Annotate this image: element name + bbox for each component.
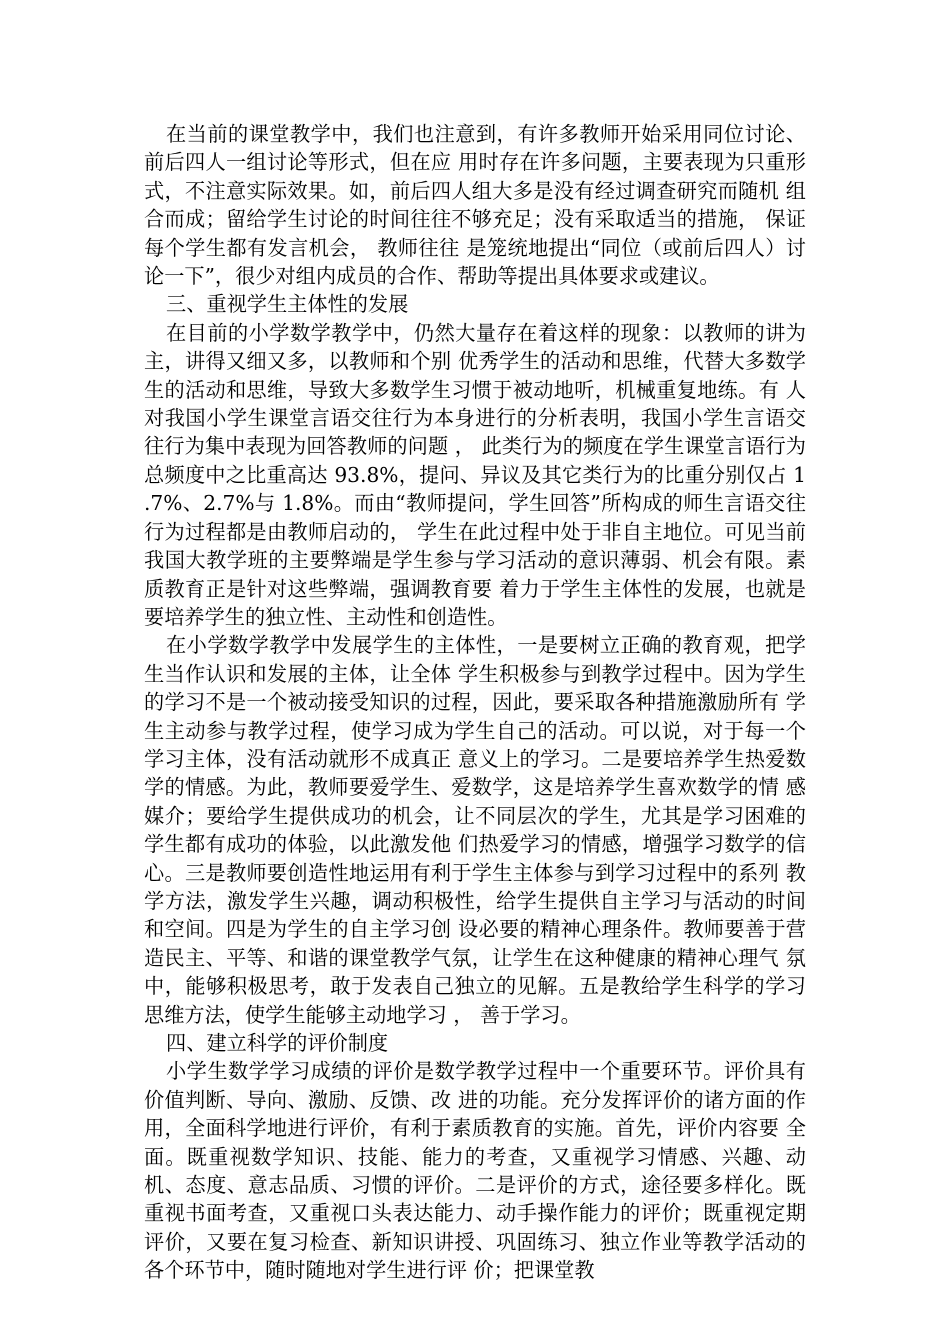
section-heading-student-subjectivity: 三、重视学生主体性的发展 <box>166 292 409 317</box>
paragraph-developing-subjectivity: 在小学数学教学中发展学生的主体性，一是要树立正确的教育观，把学生当作认识和发展的主体，让全体 学生积极参与到教学过程中。因为学生的学习不是一个被动接受知识的过程，因此，要采取各种措施激励所有 学生主动参与教学过程，使学习成为学生自己的活动。可以说，对于每一个学习主体，没有活动就形不成真正 意义上的学习。二是要培养学生热爱数学的情感。为此，教师要爱学生、爱数学，这是培养学生喜欢数学的情 感媒介；要给学生提供成功的机会，让不同层次的学生，尤其是学习困难的学生都有成功的体验，以此激发他 们热爱学习的情感，增强学习数学的信心。三是教师要创造性地运用有利于学生主体参与到学习过程中的系列 教学方法，激发学生兴趣，调动积极性，给学生提供自主学习与活动的时间和空间。四是为学生的自主学习创 设必要的精神心理条件。教师要善于营造民主、平等、和谐的课堂教学气氛，让学生在这种健康的精神心理气 氛中，能够积极思考，敢于发表自己独立的见解。五是教给学生科学的学习思维方法，使学生能够主动地学习 ， 善于学习。 <box>144 633 806 1027</box>
paragraph-group-discussion: 在当前的课堂教学中，我们也注意到，有许多教师开始采用同位讨论、前后四人一组讨论等形式，但在应 用时存在许多问题，主要表现为只重形式，不注意实际效果。如，前后四人组大多是没有经过调查研究而随机 组合而成；留给学生讨论的时间往往不够充足；没有采取适当的措施， 保证每个学生都有发言机会， 教师往往 是笼统地提出“同位（或前后四人）讨论一下”，很少对组内成员的合作、帮助等提出具体要求或建议。 <box>144 122 806 289</box>
paragraph-evaluation: 小学生数学学习成绩的评价是数学教学过程中一个重要环节。评价具有价值判断、导向、激励、反馈、改 进的功能。充分发挥评价的诸方面的作用，全面科学地进行评价，有利于素质教育的实施。首先，评价内容要 全面。既重视数学知识、技能、能力的考查，又重视学习情感、兴趣、动机、态度、意志品质、习惯的评价。二是评价的方式，途径要多样化。既重视书面考查，又重视口头表达能力、动手操作能力的评价；既重视定期 评价，又要在复习检查、新知识讲授、巩固练习、独立作业等教学活动的各个环节中，随时随地对学生进行评 价；把课堂教 <box>144 1059 806 1283</box>
document-page <box>144 120 806 1285</box>
paragraph-current-situation: 在目前的小学数学教学中，仍然大量存在着这样的现象：以教师的讲为主，讲得又细又多，以教师和个别 优秀学生的活动和思维，代替大多数学生的活动和思维，导致大多数学生习惯于被动地听，机械重复地练。有 人对我国小学生课堂言语交往行为本身进行的分析表明，我国小学生言语交往行为集中表现为回答教师的问题 ， 此类行为的频度在学生课堂言语行为总频度中之比重高达 93.8%，提问、异议及其它类行为的比重分别仅占 1 .7%、2.7%与 1.8%。而由“教师提问，学生回答”所构成的师生言语交往行为过程都是由教师启动的， 学生在此过程中处于非自主地位。可见当前我国大教学班的主要弊端是学生参与学习活动的意识薄弱、机会有限。素质教育正是针对这些弊端，强调教育要 着力于学生主体性的发展，也就是要培养学生的独立性、主动性和创造性。 <box>144 320 806 629</box>
section-heading-evaluation-system: 四、建立科学的评价制度 <box>166 1031 389 1055</box>
